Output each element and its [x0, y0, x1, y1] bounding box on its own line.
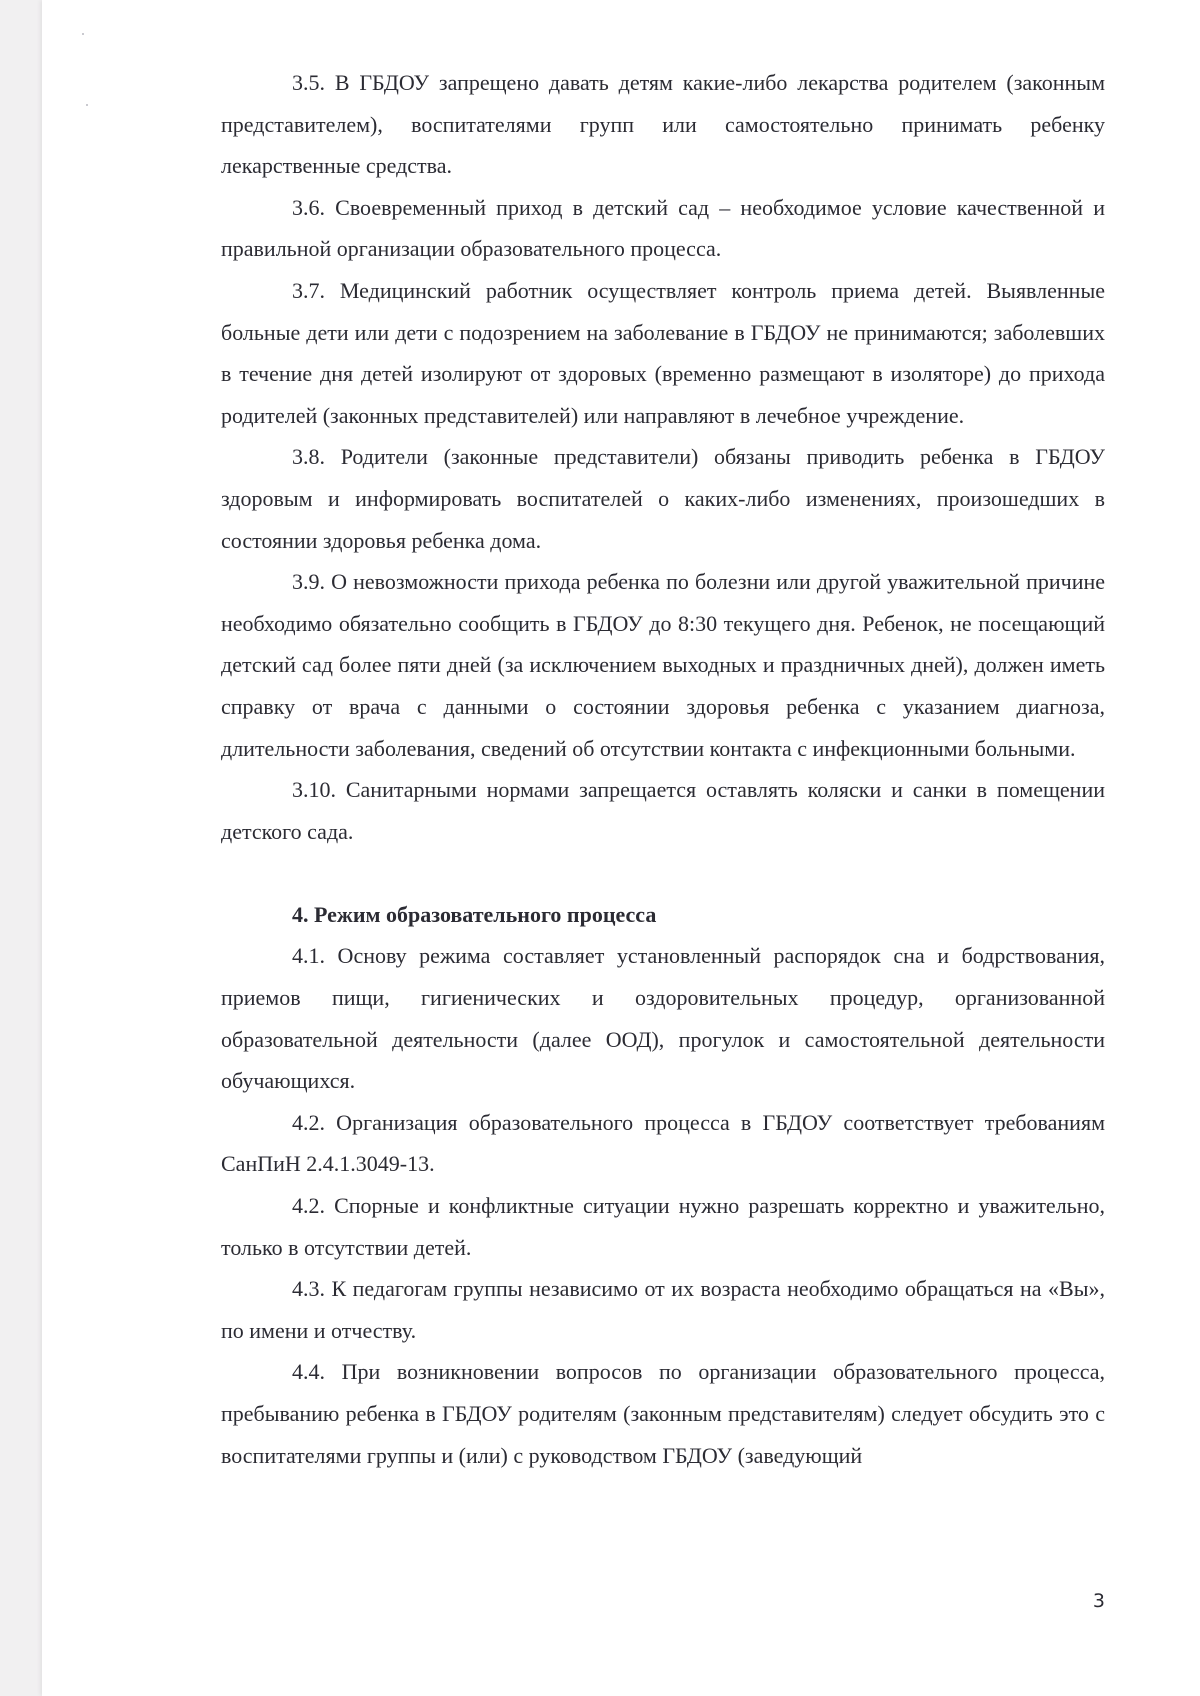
page-number: 3	[1092, 1590, 1105, 1612]
paragraph-3-5: 3.5. В ГБДОУ запрещено давать детям какие-либо лекарства родителем (законным представителем), воспитателями групп или самостоятельно принимать ребенку лекарственные средства.	[221, 70, 1105, 179]
document-body	[221, 62, 1105, 1476]
section-4-heading: 4. Режим образовательного процесса	[292, 901, 657, 927]
scan-speck	[86, 104, 88, 106]
paragraph-4-3: 4.3. К педагогам группы независимо от их возраста необходимо обращаться на «Вы», по имени и отчеству.	[221, 1276, 1105, 1343]
paragraph-4-4: 4.4. При возникновении вопросов по организации образовательного процесса, пребыванию ребенка в ГБДОУ родителям (законным представителям) следует обсудить это с воспитателями группы и (или) с руководством ГБДОУ (заведующий	[221, 1359, 1105, 1468]
paragraph-3-9: 3.9. О невозможности прихода ребенка по болезни или другой уважительной причине необходимо обязательно сообщить в ГБДОУ до 8:30 текущего дня. Ребенок, не посещающий детский сад более пяти дней (за исключением выходных и праздничных дней), должен иметь справку от врача с данными о состоянии здоровья ребенка с указанием диагноза, длительности заболевания, сведений об отсутствии контакта с инфекционными больными.	[221, 569, 1105, 761]
paragraph-3-8: 3.8. Родители (законные представители) обязаны приводить ребенка в ГБДОУ здоровым и информировать воспитателей о каких-либо изменениях, произошедших в состоянии здоровья ребенка дома.	[221, 444, 1105, 553]
paragraph-3-10: 3.10. Санитарными нормами запрещается оставлять коляски и санки в помещении детского сада.	[221, 777, 1105, 844]
paragraph-3-6: 3.6. Своевременный приход в детский сад – необходимое условие качественной и правильной организации образовательного процесса.	[221, 194, 1105, 262]
paragraph-4-2-organization: 4.2. Организация образовательного процесса в ГБДОУ соответствует требованиям СанПиН 2.4.1.3049-13.	[221, 1109, 1105, 1177]
scan-speck	[82, 33, 84, 35]
section-gap	[221, 852, 1105, 894]
paragraph-4-1: 4.1. Основу режима составляет установленный распорядок сна и бодрствования, приемов пищи, гигиенических и оздоровительных процедур, организованной образовательной деятельности (далее ООД), прогулок и самостоятельной деятельности обучающихся.	[221, 943, 1105, 1094]
paragraph-4-2-conflicts: 4.2. Спорные и конфликтные ситуации нужно разрешать корректно и уважительно, только в отсутствии детей.	[221, 1193, 1105, 1260]
paragraph-3-7: 3.7. Медицинский работник осуществляет контроль приема детей. Выявленные больные дети или дети с подозрением на заболевание в ГБДОУ не принимаются; заболевших в течение дня детей изолируют от здоровых (временно размещают в изоляторе) до прихода родителей (законных представителей) или направляют в лечебное учреждение.	[221, 277, 1105, 428]
